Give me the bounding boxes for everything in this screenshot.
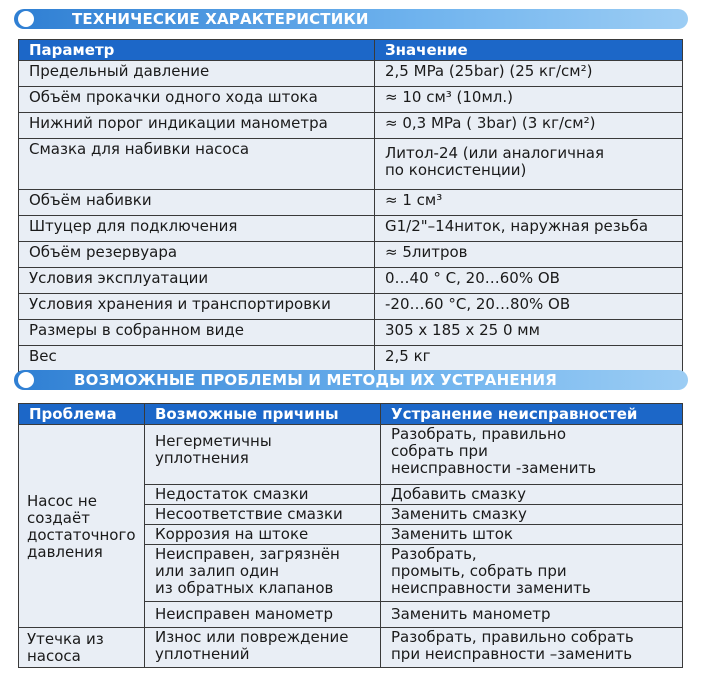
param-cell: Условия хранения и транспортировки	[19, 294, 375, 320]
solution-cell: Разобрать, правильно собрать при неисправности –заменить	[381, 628, 683, 668]
value-cell: -20…60 °C, 20…80% OB	[375, 294, 683, 320]
value-cell: 0…40 ° C, 20…60% OB	[375, 268, 683, 294]
table-row	[19, 242, 683, 268]
param-cell: Объём прокачки одного хода штока	[19, 87, 375, 113]
problem-cell: Насос не создаёт достаточного давления	[19, 425, 145, 628]
solution-cell: Добавить смазку	[381, 485, 683, 505]
cause-cell: Износ или повреждение уплотнений	[145, 628, 381, 668]
table-row	[19, 628, 683, 668]
param-cell: Штуцер для подключения	[19, 216, 375, 242]
table-row	[19, 425, 683, 485]
bullet-icon	[18, 11, 34, 27]
solution-cell: Разобрать, промыть, собрать при неисправности заменить	[381, 545, 683, 602]
cause-cell: Негерметичны уплотнения	[145, 425, 381, 485]
value-cell: G1/2"–14ниток, наружная резьба	[375, 216, 683, 242]
param-cell: Вес	[19, 346, 375, 372]
table-row	[19, 61, 683, 87]
param-cell: Условия эксплуатации	[19, 268, 375, 294]
value-cell: Литол-24 (или аналогичная по консистенции)	[375, 139, 683, 190]
solution-cell: Заменить манометр	[381, 602, 683, 628]
problems-title: ВОЗМОЖНЫЕ ПРОБЛЕМЫ И МЕТОДЫ ИХ УСТРАНЕНИЯ	[74, 371, 558, 389]
table-row	[19, 113, 683, 139]
specs-table	[18, 39, 683, 372]
cause-cell: Неисправен, загрязнён или залип один из обратных клапанов	[145, 545, 381, 602]
value-cell: ≈ 10 см³ (10мл.)	[375, 87, 683, 113]
param-cell: Предельный давление	[19, 61, 375, 87]
problem-cell: Утечка из насоса	[19, 628, 145, 668]
problems-table	[18, 403, 683, 668]
cause-cell: Неисправен манометр	[145, 602, 381, 628]
header-value: Значение	[375, 40, 683, 61]
header-causes: Возможные причины	[145, 404, 381, 425]
table-row	[19, 294, 683, 320]
cause-cell: Несоответствие смазки	[145, 505, 381, 525]
table-row	[19, 87, 683, 113]
specs-header-row	[19, 40, 683, 61]
table-row	[19, 268, 683, 294]
param-cell: Объём набивки	[19, 190, 375, 216]
header-problem: Проблема	[19, 404, 145, 425]
problems-header-row	[19, 404, 683, 425]
value-cell: ≈ 0,3 MPa ( 3bar) (3 кг/см²)	[375, 113, 683, 139]
value-cell: ≈ 1 см³	[375, 190, 683, 216]
solution-cell: Заменить шток	[381, 525, 683, 545]
header-solution: Устранение неисправностей	[381, 404, 683, 425]
value-cell: 305 x 185 x 25 0 мм	[375, 320, 683, 346]
value-cell: ≈ 5литров	[375, 242, 683, 268]
param-cell: Размеры в собранном виде	[19, 320, 375, 346]
cause-cell: Недостаток смазки	[145, 485, 381, 505]
header-parameter: Параметр	[19, 40, 375, 61]
specs-banner	[14, 9, 688, 29]
problems-banner	[14, 370, 688, 390]
cause-cell: Коррозия на штоке	[145, 525, 381, 545]
table-row	[19, 346, 683, 372]
table-row	[19, 216, 683, 242]
solution-cell: Заменить смазку	[381, 505, 683, 525]
param-cell: Объём резервуара	[19, 242, 375, 268]
solution-cell: Разобрать, правильно собрать при неисправности -заменить	[381, 425, 683, 485]
param-cell: Смазка для набивки насоса	[19, 139, 375, 190]
table-row	[19, 190, 683, 216]
specs-title: ТЕХНИЧЕСКИЕ ХАРАКТЕРИСТИКИ	[72, 10, 369, 28]
param-cell: Нижний порог индикации манометра	[19, 113, 375, 139]
value-cell: 2,5 MPa (25bar) (25 кг/см²)	[375, 61, 683, 87]
value-cell: 2,5 кг	[375, 346, 683, 372]
bullet-icon	[18, 372, 34, 388]
table-row	[19, 139, 683, 190]
table-row	[19, 320, 683, 346]
